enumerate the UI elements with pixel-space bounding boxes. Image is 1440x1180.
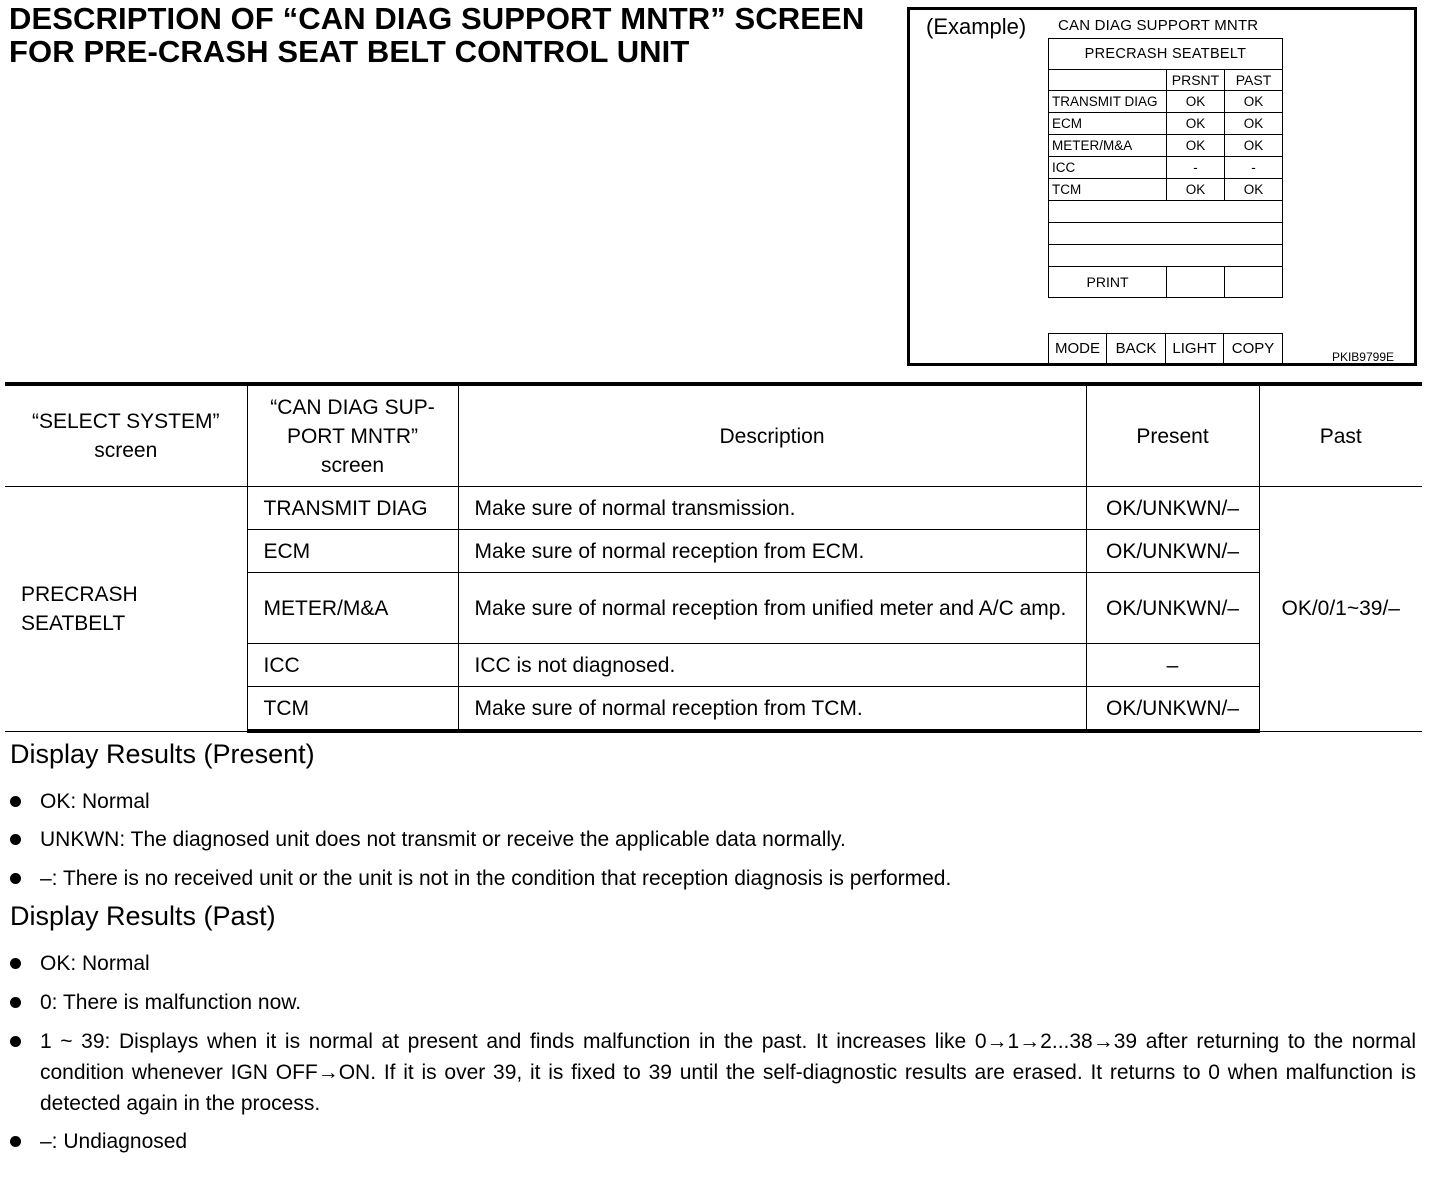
list-item: –: There is no received unit or the unit is not in the condition that reception diagnosis is performed. [10,863,1416,894]
example-row [1049,91,1283,113]
item-cell: TCM [247,687,458,732]
example-screen-title: CAN DIAG SUPPORT MNTR [1058,17,1259,34]
page-title [9,2,864,68]
system-cell: PRECRASH SEATBELT [5,487,247,732]
can-diag-table [5,382,1422,733]
bullet-icon [10,997,21,1008]
example-row-name: ECM [1049,113,1167,135]
title-line-1: DESCRIPTION OF “CAN DIAG SUPPORT MNTR” SCREEN [9,1,865,36]
header-select-system: “SELECT SYSTEM” screen [5,384,247,487]
example-blank-row [1049,201,1283,223]
bullet-icon [10,834,21,845]
example-row-name: TCM [1049,179,1167,201]
header-past: Past [1259,384,1422,487]
example-blank-row [1049,223,1283,245]
list-item: 1 ~ 39: Displays when it is normal at present and finds malfunction in the past. It increases like 0→1→2...38→39 after returning to the normal condition whenever IGN OFF→ON. If it is over 39, it is fixed to 39 until the self-diagnostic results are erased. It returns to 0 when malfunction is detected again in the process. [10,1026,1416,1119]
example-label: (Example) [926,14,1027,39]
header-description: Description [458,384,1086,487]
present-cell: – [1086,644,1259,687]
example-row-past: OK [1225,113,1283,135]
table-header-row [5,384,1422,487]
example-row-past: OK [1225,135,1283,157]
example-row-name: TRANSMIT DIAG [1049,91,1167,113]
list-item: 0: There is malfunction now. [10,987,1416,1018]
example-screen [907,7,1417,366]
item-cell: METER/M&A [247,573,458,644]
example-mode-button[interactable]: MODE [1049,334,1107,364]
example-system-name: PRECRASH SEATBELT [1049,39,1283,70]
example-row [1049,113,1283,135]
example-row-past: - [1225,157,1283,179]
table-row [5,487,1422,530]
description-cell: Make sure of normal reception from ECM. [458,530,1086,573]
example-row [1049,179,1283,201]
list-item: UNKWN: The diagnosed unit does not transmit or receive the applicable data normally. [10,824,1416,855]
bullet-icon [10,1136,21,1147]
bullet-icon [10,958,21,969]
example-row [1049,157,1283,179]
present-cell: OK/UNKWN/– [1086,573,1259,644]
figure-code: PKIB9799E [1331,350,1394,364]
example-blank-row [1049,245,1283,267]
past-cell: OK/0/1~39/– [1259,487,1422,732]
example-col-present: PRSNT [1167,70,1225,91]
title-line-2: FOR PRE-CRASH SEAT BELT CONTROL UNIT [9,34,690,69]
example-light-button[interactable]: LIGHT [1166,334,1224,364]
example-row-name: METER/M&A [1049,135,1167,157]
list-item: OK: Normal [10,948,1416,979]
example-row-present: OK [1167,135,1225,157]
example-row-present: OK [1167,91,1225,113]
example-row-past: OK [1225,91,1283,113]
example-row-past: OK [1225,179,1283,201]
example-col-past: PAST [1225,70,1283,91]
header-can-diag: “CAN DIAG SUP-PORT MNTR” screen [247,384,458,487]
example-button-bar [1048,333,1283,364]
present-results-heading: Display Results (Present) [10,739,315,769]
present-cell: OK/UNKWN/– [1086,487,1259,530]
example-copy-button[interactable]: COPY [1224,334,1283,364]
example-row-present: OK [1167,179,1225,201]
example-monitor-table [1048,38,1283,298]
item-cell: TRANSMIT DIAG [247,487,458,530]
example-row-present: - [1167,157,1225,179]
present-cell: OK/UNKWN/– [1086,687,1259,732]
bullet-icon [10,1036,21,1047]
bullet-icon [10,796,21,807]
item-cell: ICC [247,644,458,687]
description-cell: ICC is not diagnosed. [458,644,1086,687]
past-results-heading: Display Results (Past) [10,901,276,931]
example-row [1049,135,1283,157]
example-row-present: OK [1167,113,1225,135]
example-row-name: ICC [1049,157,1167,179]
example-back-button[interactable]: BACK [1107,334,1166,364]
present-cell: OK/UNKWN/– [1086,530,1259,573]
example-print-button[interactable]: PRINT [1049,267,1167,298]
header-present: Present [1086,384,1259,487]
item-cell: ECM [247,530,458,573]
description-cell: Make sure of normal reception from TCM. [458,687,1086,732]
description-cell: Make sure of normal transmission. [458,487,1086,530]
list-item: –: Undiagnosed [10,1126,1416,1157]
bullet-icon [10,873,21,884]
list-item: OK: Normal [10,786,1416,817]
description-cell: Make sure of normal reception from unified meter and A/C amp. [458,573,1086,644]
